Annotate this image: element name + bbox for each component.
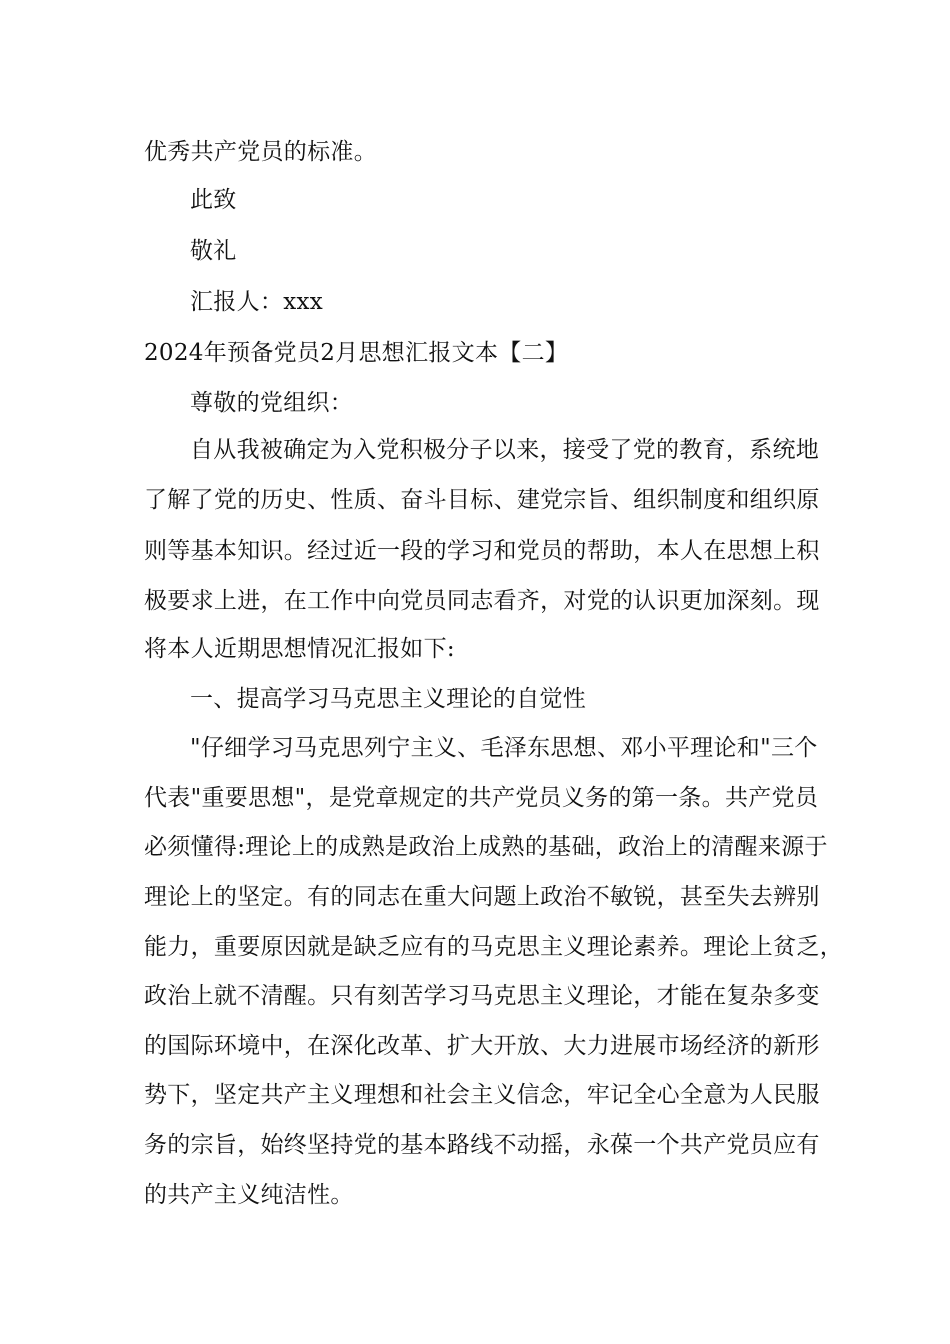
paragraph-1-line-5: 将本人近期思想情况汇报如下: xyxy=(144,636,455,662)
paragraph-2-line-3: 必须懂得:理论上的成熟是政治上成熟的基础，政治上的清醒来源于 xyxy=(144,834,828,860)
paragraph-2-line-5: 能力，重要原因就是缺乏应有的马克思主义理论素养。理论上贫乏， xyxy=(144,934,843,960)
subheading-1: 一、提高学习马克思主义理论的自觉性 xyxy=(190,686,587,712)
text-line-1: 优秀共产党员的标准。 xyxy=(144,139,377,165)
closing-salutation: 此致 xyxy=(190,187,237,213)
paragraph-1-line-1: 自从我被确定为入党积极分子以来，接受了党的教育，系统地 xyxy=(190,437,820,463)
paragraph-2-line-2: 代表"重要思想"，是党章规定的共产党员义务的第一条。共产党员 xyxy=(144,785,819,811)
greeting: 尊敬的党组织： xyxy=(190,390,354,416)
reporter-signature: 汇报人：xxx xyxy=(190,289,324,315)
paragraph-2-line-1: "仔细学习马克思列宁主义、毛泽东思想、邓小平理论和"三个 xyxy=(190,735,818,761)
paragraph-2-line-7: 的国际环境中，在深化改革、扩大开放、大力进展市场经济的新形 xyxy=(144,1033,820,1059)
paragraph-1-line-2: 了解了党的历史、性质、奋斗目标、建党宗旨、组织制度和组织原 xyxy=(144,487,820,513)
paragraph-2-line-4: 理论上的坚定。有的同志在重大问题上政治不敏锐，甚至失去辨别 xyxy=(144,884,820,910)
paragraph-2-line-9: 务的宗旨，始终坚持党的基本路线不动摇，永葆一个共产党员应有 xyxy=(144,1132,820,1158)
paragraph-2-line-8: 势下，坚定共产主义理想和社会主义信念，牢记全心全意为人民服 xyxy=(144,1082,820,1108)
paragraph-2-line-10: 的共产主义纯洁性。 xyxy=(144,1182,354,1208)
section-title: 2024年预备党员2月思想汇报文本【二】 xyxy=(144,340,569,366)
paragraph-1-line-4: 极要求上进，在工作中向党员同志看齐，对党的认识更加深刻。现 xyxy=(144,588,820,614)
paragraph-2-line-6: 政治上就不清醒。只有刻苦学习马克思主义理论，才能在复杂多变 xyxy=(144,983,820,1009)
paragraph-1-line-3: 则等基本知识。经过近一段的学习和党员的帮助，本人在思想上积 xyxy=(144,538,820,564)
closing-regards: 敬礼 xyxy=(190,238,237,264)
